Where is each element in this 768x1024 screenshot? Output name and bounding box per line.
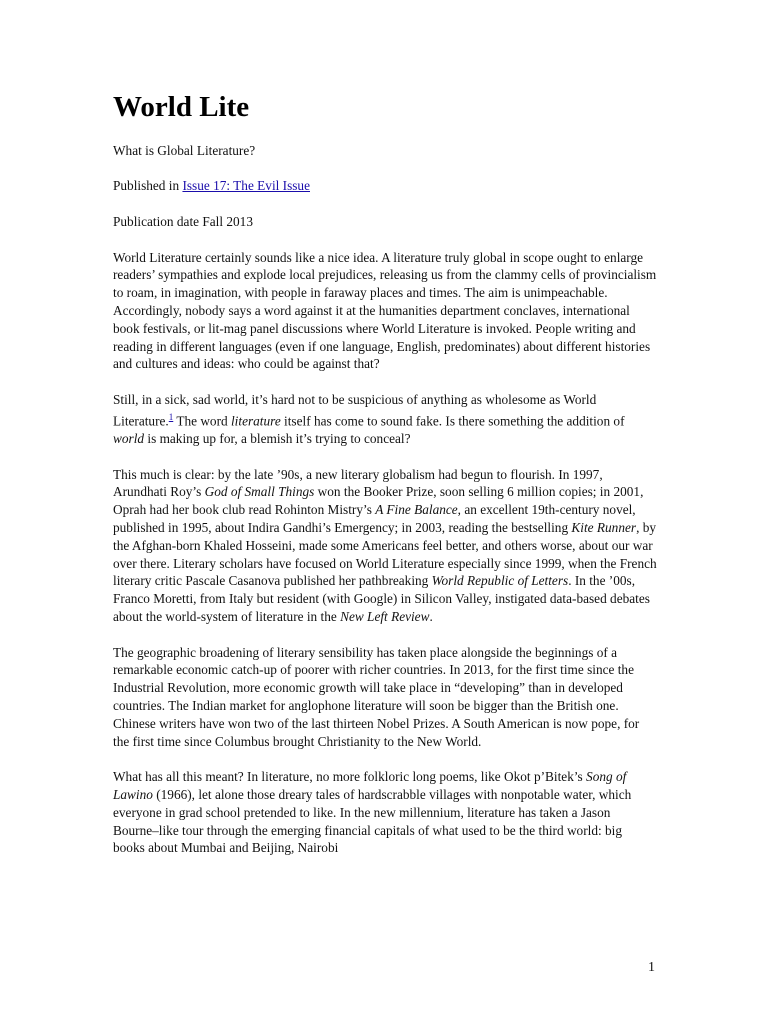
article-title: World Lite [113, 91, 250, 123]
published-line [113, 177, 657, 195]
page-number: 1 [648, 960, 655, 975]
publication-date: Publication date Fall 2013 [113, 213, 253, 229]
text-span: The word [173, 413, 231, 429]
paragraph-5 [113, 768, 657, 857]
published-prefix: Published in [113, 178, 183, 194]
text-span: . [429, 608, 433, 624]
footnote-link[interactable]: 1 [168, 411, 174, 422]
paragraph-2 [113, 391, 657, 448]
text-span: , an excellent 19th-century novel, published in 1995, about Indira Gandhi’s Emergency; in 2003, reading the bestselling [113, 502, 636, 535]
journal-title: New Left Review [340, 608, 430, 624]
text-span: (1966), let alone those dreary tales of hardscrabble villages with nonpotable water, which everyone in grad school pretended to like. In the new millennium, literature has taken a Jason Bourne–like tour through the emerging financial capitals of what used to be the third world: big books about Mumbai and Beijing, Nairobi [113, 786, 632, 856]
document-page [113, 90, 657, 875]
issue-link[interactable]: Issue 17: The Evil Issue [182, 178, 310, 194]
italic-term: literature [230, 413, 281, 429]
paragraph-4: The geographic broadening of literary sensibility has taken place alongside the beginnings of a remarkable economic catch-up of poorer with richer countries. In 2013, for the first time since the Industrial Revolution, more economic growth will take place in “developing” than in developed countries. The Indian market for anglophone literature will soon be bigger than the British one. Chinese writers have won two of the last thirteen Nobel Prizes. A South American is now pope, for the first time since Columbus brought Christianity to the New World. [113, 644, 640, 749]
book-title: God of Small Things [204, 484, 315, 500]
text-span: , by the Afghan-born Khaled Hosseini, made some Americans feel better, and others worse, about our war over there. Literary scholars have focused on World Literature especially since 1999, when the French literary critic Pascale Casanova published her pathbreaking [113, 519, 657, 589]
text-span: won the Booker Prize, soon selling 6 million copies; in 2001, Oprah had her book club read Rohinton Mistry’s [113, 484, 644, 518]
paragraph-1: World Literature certainly sounds like a nice idea. A literature truly global in scope ought to enlarge readers’ sympathies and explode local prejudices, releasing us from the clammy cells of provincialism to roam, in imagination, with people in faraway places and times. The aim is unimpeachable. Accordingly, nobody says a word against it at the humanities department conclaves, international book festivals, or lit-mag panel discussions where World Literature is invoked. People writing and reading in different languages (even if one language, English, predominates) about different histories and cultures and ideas: who could be against that? [113, 249, 657, 372]
text-span: What has all this meant? In literature, no more folkloric long poems, like Okot p’Bitek’s [113, 769, 587, 785]
text-span: itself has come to sound fake. Is there something the addition of [280, 413, 625, 429]
book-title: Song of Lawino [113, 769, 627, 802]
text-span: This much is clear: by the late ’90s, a new literary globalism had begun to flourish. In 1997, Arundhati Roy’s [113, 466, 603, 500]
italic-term: world [113, 430, 145, 446]
book-title: A Fine Balance [375, 502, 458, 518]
book-title: Kite Runner [571, 519, 637, 535]
text-span: is making up for, a blemish it’s trying to conceal? [144, 430, 411, 446]
text-span: . In the ’00s, Franco Moretti, from Italy but resident (with Google) in Silicon Valley, instigated data-based debates about the world-system of literature in the [113, 573, 650, 624]
text-span: Still, in a sick, sad world, it’s hard not to be suspicious of anything as wholesome as World Literature. [113, 391, 597, 429]
book-title: World Republic of Letters [431, 573, 569, 589]
article-subtitle: What is Global Literature? [113, 142, 256, 158]
paragraph-3 [113, 466, 657, 626]
